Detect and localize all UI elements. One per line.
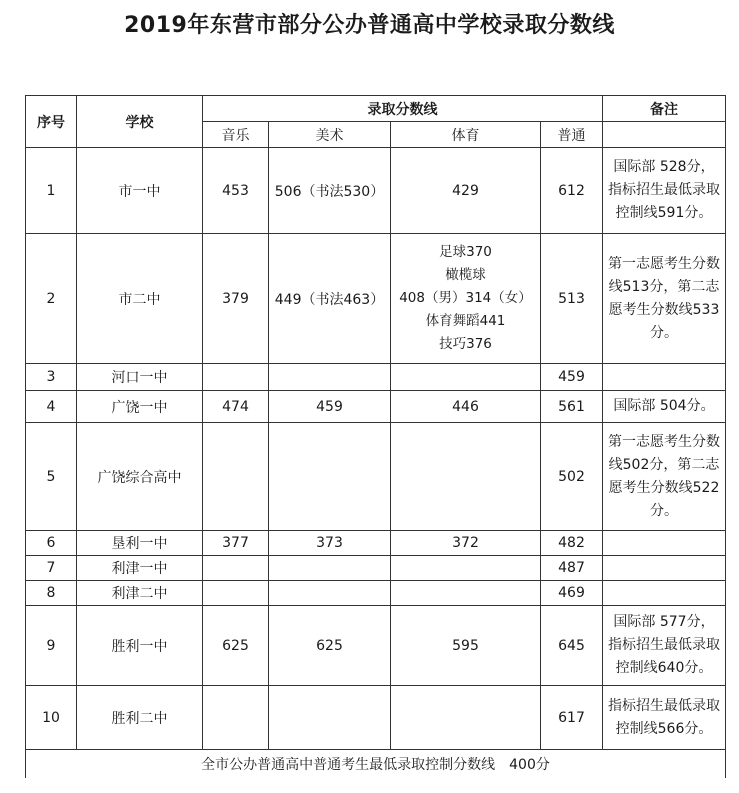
cell-sports: 372 (391, 531, 541, 556)
cell-index: 7 (26, 556, 77, 581)
header-sports: 体育 (391, 122, 541, 148)
cell-regular: 469 (541, 581, 603, 606)
cell-remarks (603, 391, 726, 423)
remark-line: 分。 (650, 502, 678, 519)
cell-regular: 459 (541, 364, 603, 391)
table-row (26, 364, 726, 391)
remark-line: 第一志愿考生分数 (608, 255, 720, 272)
cell-remarks (603, 686, 726, 750)
cell-regular: 513 (541, 234, 603, 364)
sports-line: 体育舞蹈441 (425, 313, 506, 329)
cell-index: 1 (26, 148, 77, 234)
cell-regular: 612 (541, 148, 603, 234)
remark-line: 国际部 528分， (613, 159, 715, 175)
cell-index: 3 (26, 364, 77, 391)
table-row (26, 531, 726, 556)
remark-line: 分。 (650, 324, 678, 341)
cell-regular: 482 (541, 531, 603, 556)
cell-index: 8 (26, 581, 77, 606)
cell-music (203, 686, 269, 750)
remark-line: 第一志愿考生分数 (608, 433, 720, 450)
cell-art (269, 556, 391, 581)
cell-remarks (603, 581, 726, 606)
cell-school: 市一中 (77, 148, 203, 234)
remark-line: 线513分，第二志 (608, 278, 720, 295)
cell-remarks (603, 423, 726, 531)
cell-regular: 645 (541, 606, 603, 686)
cell-art: 506（书法530） (269, 148, 391, 234)
cell-art (269, 364, 391, 391)
table-row (26, 606, 726, 686)
cell-index: 5 (26, 423, 77, 531)
remark-line: 指标招生最低录取 (608, 697, 720, 714)
cell-remarks (603, 531, 726, 556)
header-regular: 普通 (541, 122, 603, 148)
cell-school: 利津二中 (77, 581, 203, 606)
cell-school: 利津一中 (77, 556, 203, 581)
cell-index: 6 (26, 531, 77, 556)
cell-music (203, 364, 269, 391)
cell-remarks (603, 364, 726, 391)
cell-music: 377 (203, 531, 269, 556)
header-remarks-blank (603, 122, 726, 148)
cell-remarks (603, 606, 726, 686)
cell-school: 胜利二中 (77, 686, 203, 750)
header-remarks: 备注 (603, 96, 726, 122)
cell-music: 625 (203, 606, 269, 686)
table-row (26, 391, 726, 423)
cell-school: 广饶综合高中 (77, 423, 203, 531)
sports-line: 技巧376 (439, 336, 492, 352)
cell-index: 9 (26, 606, 77, 686)
table-row (26, 581, 726, 606)
remark-line: 国际部 504分。 (613, 398, 715, 414)
remark-line: 国际部 577分， (613, 614, 715, 630)
cell-school: 垦利一中 (77, 531, 203, 556)
header-index: 序号 (26, 96, 77, 148)
cell-regular: 617 (541, 686, 603, 750)
header-art: 美术 (269, 122, 391, 148)
cell-music: 453 (203, 148, 269, 234)
cell-music (203, 556, 269, 581)
header-music: 音乐 (203, 122, 269, 148)
table-footer-row (26, 750, 726, 779)
header-school: 学校 (77, 96, 203, 148)
cell-school: 胜利一中 (77, 606, 203, 686)
cell-music: 379 (203, 234, 269, 364)
cell-art: 459 (269, 391, 391, 423)
cell-music (203, 581, 269, 606)
cell-school: 广饶一中 (77, 391, 203, 423)
page-title: 2019年东营市部分公办普通高中学校录取分数线 (124, 13, 615, 38)
cell-index: 4 (26, 391, 77, 423)
cell-art: 625 (269, 606, 391, 686)
cell-sports: 446 (391, 391, 541, 423)
remark-line: 控制线591分。 (615, 205, 713, 221)
cell-index: 10 (26, 686, 77, 750)
cell-remarks (603, 234, 726, 364)
cell-art (269, 423, 391, 531)
table-row (26, 423, 726, 531)
cell-music: 474 (203, 391, 269, 423)
header-score-group: 录取分数线 (203, 96, 603, 122)
cell-art: 449（书法463） (269, 234, 391, 364)
cell-sports (391, 423, 541, 531)
cell-sports: 595 (391, 606, 541, 686)
remark-line: 指标招生最低录取 (608, 637, 720, 653)
sports-line: 橄榄球 (445, 267, 486, 283)
table-row (26, 234, 726, 364)
cell-regular: 561 (541, 391, 603, 423)
cell-sports (391, 556, 541, 581)
remark-line: 指标招生最低录取 (608, 182, 720, 198)
table-row (26, 556, 726, 581)
cell-art: 373 (269, 531, 391, 556)
remark-line: 线502分，第二志 (608, 456, 720, 473)
remark-line: 愿考生分数线522 (608, 479, 720, 496)
cell-remarks (603, 148, 726, 234)
cell-sports (391, 686, 541, 750)
cell-music (203, 423, 269, 531)
remark-line: 控制线566分。 (615, 720, 713, 737)
cell-regular: 487 (541, 556, 603, 581)
cell-art (269, 686, 391, 750)
cell-school: 市二中 (77, 234, 203, 364)
remark-line: 愿考生分数线533 (608, 301, 720, 318)
cell-art (269, 581, 391, 606)
sports-line: 408（男）314（女） (399, 290, 532, 306)
cell-sports (391, 581, 541, 606)
table-row (26, 686, 726, 750)
cell-school: 河口一中 (77, 364, 203, 391)
footer-note: 全市公办普通高中普通考生最低录取控制分数线 400分 (26, 750, 726, 779)
cell-regular: 502 (541, 423, 603, 531)
cell-remarks (603, 556, 726, 581)
table-row (26, 148, 726, 234)
remark-line: 控制线640分。 (615, 660, 713, 676)
admission-score-table (25, 95, 726, 778)
cell-sports (391, 234, 541, 364)
cell-index: 2 (26, 234, 77, 364)
cell-sports: 429 (391, 148, 541, 234)
sports-line: 足球370 (439, 244, 492, 260)
cell-sports (391, 364, 541, 391)
